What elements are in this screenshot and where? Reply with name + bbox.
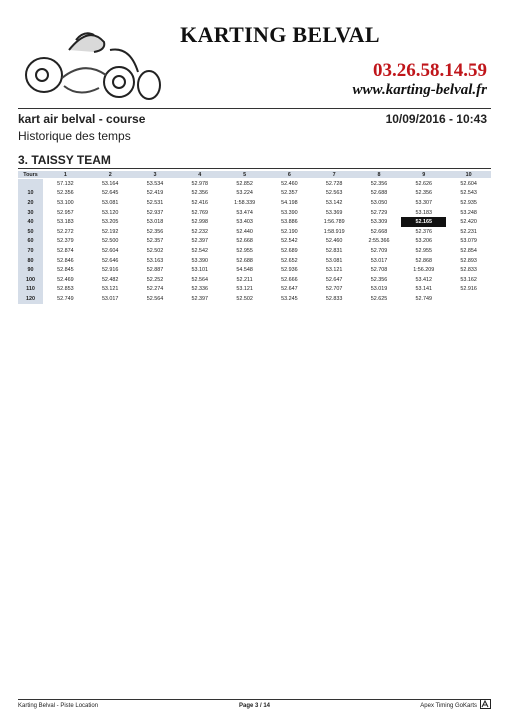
lap-time-cell: 53.121 [101,286,119,293]
lap-time-cell: 53.390 [281,209,298,216]
lap-time-cell: 52.998 [191,219,209,226]
lap-time-cell: 1:56.209 [413,267,435,274]
table-row [18,227,491,237]
team-name: 3. TAISSY TEAM [18,153,111,167]
lap-time-cell: 52.500 [101,238,119,245]
lap-time-cell: 52.769 [191,209,209,216]
lap-time-cell: 53.162 [460,276,477,283]
lap-time-cell: 52.708 [370,267,388,274]
lap-range-label: 10 [18,189,43,199]
lap-time-cell: 53.164 [101,180,119,187]
lap-time-cell: 53.079 [460,238,477,245]
lap-time-cell: 52.336 [191,286,209,293]
lap-time-cell: 52.831 [325,247,343,254]
lap-time-cell: 54.548 [236,267,253,274]
lap-time-cell: 52.846 [57,257,74,264]
lap-time-cell: 53.163 [146,257,164,264]
lap-time-cell: 52.916 [101,267,119,274]
lap-time-cell: 52.666 [281,276,298,283]
lap-time-cell: 53.101 [191,267,209,274]
column-header: 3 [133,171,178,179]
lap-time-cell: 52.728 [325,180,343,187]
lap-time-cell: 52.955 [415,247,433,254]
lap-time-cell: 52.564 [191,276,209,283]
lap-time-cell: 52.502 [236,295,253,302]
lap-time-cell: 52.356 [191,190,209,197]
lap-time-cell: 53.050 [370,199,388,206]
lap-time-cell: 52.564 [146,295,164,302]
lap-time-cell: 53.120 [101,209,119,216]
column-header: 2 [88,171,133,179]
lap-time-cell: 52.460 [325,238,343,245]
report-title: Historique des temps [18,129,131,143]
lap-time-cell: 52.852 [236,180,253,187]
lap-time-cell: 52.419 [146,190,164,197]
lap-time-cell: 52.440 [236,228,253,235]
lap-time-cell: 52.356 [370,180,388,187]
lap-time-cell: 54.198 [281,199,298,206]
lap-time-cell: 52.668 [370,228,388,235]
lap-time-cell: 53.369 [325,209,343,216]
lap-time-cell: 52.893 [460,257,477,264]
corner-header: Tours [18,171,43,179]
lap-time-cell: 52.531 [146,199,164,206]
table-row [18,208,491,218]
column-header: 5 [222,171,267,179]
lap-time-cell: 52.749 [415,295,433,302]
lap-time-cell: 53.017 [101,295,119,302]
lap-time-cell: 52.604 [460,180,477,187]
lap-time-cell: 57.132 [57,180,74,187]
lap-time-cell: 52.211 [236,276,253,283]
lap-time-cell: 52.978 [191,180,209,187]
lap-time-cell: 52.542 [191,247,209,254]
table-row [18,294,491,304]
lap-time-cell: 52.652 [281,257,298,264]
lap-time-cell: 52.887 [146,267,164,274]
lap-time-cell: 52.709 [370,247,388,254]
table-header-row [18,171,491,179]
lap-time-cell: 52.469 [57,276,74,283]
lap-time-cell: 53.224 [236,190,253,197]
lap-time-cell: 52.356 [415,190,433,197]
lap-range-label: 50 [18,227,43,237]
lap-time-cell: 52.874 [57,247,74,254]
lap-time-cell: 52.688 [236,257,253,264]
column-header: 8 [357,171,402,179]
table-row [18,189,491,199]
lap-time-cell: 52.420 [460,219,477,226]
lap-time-cell: 52.482 [101,276,119,283]
lap-range-label: 120 [18,294,43,304]
lap-time-cell: 53.081 [325,257,343,264]
column-header: 7 [312,171,357,179]
lap-time-cell: 2:55.366 [368,238,390,245]
lap-range-label: 80 [18,256,43,266]
lap-time-cell: 52.868 [415,257,433,264]
lap-time-cell: 1:58.919 [323,228,345,235]
footer-divider [18,699,491,700]
lap-time-cell: 52.935 [460,199,477,206]
lap-time-cell: 52.274 [146,286,164,293]
lap-time-cell: 52.689 [281,247,298,254]
lap-time-cell: 52.668 [236,238,253,245]
column-header: 1 [43,171,88,179]
lap-time-cell: 52.833 [325,295,343,302]
lap-range-label: 60 [18,237,43,247]
lap-time-cell: 52.625 [370,295,388,302]
header-divider [18,108,491,109]
lap-time-cell: 53.121 [325,267,343,274]
lap-time-cell [446,294,491,304]
phone-number: 03.26.58.14.59 [373,60,487,81]
lap-time-cell: 52.397 [191,295,209,302]
lap-time-cell: 53.081 [101,199,119,206]
footer-location: Karting Belval - Piste Location [18,703,99,709]
lap-time-cell: 53.534 [146,180,164,187]
lap-time-cell: 53.307 [415,199,433,206]
lap-range-label: 70 [18,246,43,256]
lap-range-label: 90 [18,265,43,275]
table-row [18,179,491,189]
lap-times-table [18,171,491,304]
table-row [18,217,491,227]
lap-range-label: 30 [18,208,43,218]
lap-time-cell: 52.192 [101,228,119,235]
lap-time-cell: 52.502 [146,247,164,254]
lap-time-cell: 52.688 [370,190,388,197]
column-header: 9 [401,171,446,179]
lap-time-cell: 52.232 [191,228,209,235]
lap-time-cell: 52.231 [460,228,477,235]
table-row [18,256,491,266]
table-row [18,237,491,247]
lap-time-cell: 52.376 [415,228,433,235]
lap-range-label [18,179,43,189]
lap-time-cell: 52.604 [101,247,119,254]
lap-time-cell: 53.474 [236,209,253,216]
column-header: 10 [446,171,491,179]
lap-time-cell: 53.309 [370,219,388,226]
lap-time-cell: 52.854 [460,247,477,254]
lap-time-cell: 52.646 [101,257,119,264]
table-row [18,285,491,295]
lap-time-cell: 52.833 [460,267,477,274]
lap-time-cell: 53.248 [460,209,477,216]
table-row [18,198,491,208]
lap-time-cell: 52.749 [57,295,74,302]
lap-time-cell: 52.707 [325,286,343,293]
lap-time-cell: 52.416 [191,199,209,206]
table-row [18,275,491,285]
lap-time-cell: 53.245 [281,295,298,302]
lap-time-cell: 53.121 [236,286,253,293]
lap-time-cell: 52.647 [325,276,343,283]
lap-time-cell: 53.390 [191,257,209,264]
lap-time-cell: 52.626 [415,180,433,187]
session-name: kart air belval - course [18,112,146,126]
lap-time-cell: 53.019 [370,286,388,293]
lap-range-label: 40 [18,217,43,227]
lap-time-cell: 52.460 [281,180,298,187]
lap-time-cell: 52.357 [281,190,298,197]
lap-time-cell: 52.936 [281,267,298,274]
lap-time-cell: 52.916 [460,286,477,293]
lap-time-cell: 52.645 [101,190,119,197]
lap-time-cell: 52.543 [460,190,477,197]
lap-time-cell: 53.206 [415,238,433,245]
lap-time-cell: 52.356 [370,276,388,283]
lap-time-cell: 52.937 [146,209,164,216]
lap-time-cell: 53.183 [415,209,433,216]
lap-time-cell: 53.412 [415,276,433,283]
lap-time-cell: 52.252 [146,276,164,283]
lap-time-cell: 52.845 [57,267,74,274]
website-link[interactable]: www.karting-belval.fr [352,82,487,98]
brand-title: KARTING BELVAL [180,22,380,47]
lap-time-cell: 52.397 [191,238,209,245]
kart-logo-icon [14,20,164,110]
session-date: 10/09/2016 - 10:43 [385,112,487,126]
lap-range-label: 110 [18,285,43,295]
lap-time-cell: 53.100 [57,199,74,206]
lap-time-cell: 53.017 [370,257,388,264]
best-lap-cell: 52.165 [401,217,446,227]
table-row [18,265,491,275]
lap-time-cell: 52.356 [146,228,164,235]
lap-time-cell: 52.272 [57,228,74,235]
lap-time-cell: 53.018 [146,219,164,226]
lap-time-cell: 52.957 [57,209,74,216]
lap-time-cell: 52.955 [236,247,253,254]
lap-time-cell: 52.379 [57,238,74,245]
lap-time-cell: 1:58.339 [234,199,256,206]
lap-time-cell: 53.403 [236,219,253,226]
lap-range-label: 100 [18,275,43,285]
column-header: 4 [177,171,222,179]
lap-time-cell: 52.356 [57,190,74,197]
lap-time-cell: 52.190 [281,228,298,235]
lap-time-cell: 52.729 [370,209,388,216]
lap-time-cell: 52.647 [281,286,298,293]
lap-time-cell: 52.563 [325,190,343,197]
lap-time-cell: 53.205 [101,219,119,226]
column-header: 6 [267,171,312,179]
lap-range-label: 20 [18,198,43,208]
lap-time-cell: 1:56.789 [323,219,345,226]
team-divider [18,168,491,169]
page-number: Page 3 / 14 [238,703,271,709]
lap-time-cell: 52.357 [146,238,164,245]
lap-time-cell: 52.853 [57,286,74,293]
apex-timing-icon [480,699,491,709]
lap-time-cell: 53.141 [415,286,433,293]
table-row [18,246,491,256]
lap-time-cell: 53.886 [281,219,298,226]
footer-software: Apex Timing GoKarts [420,703,477,709]
lap-time-cell: 52.542 [281,238,298,245]
lap-time-cell: 53.183 [57,219,74,226]
lap-time-cell: 53.142 [325,199,343,206]
